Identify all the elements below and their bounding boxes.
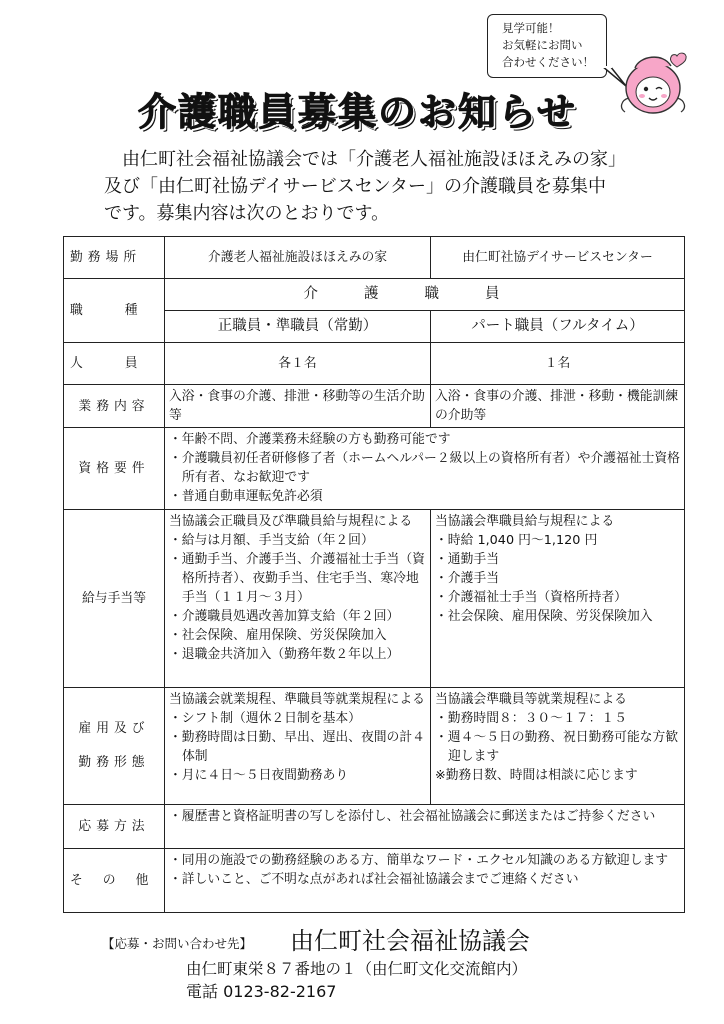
qualifications-label — [64, 428, 165, 510]
qualifications-value — [165, 428, 685, 510]
list-item: ・ 勤務時間８：３０～１７：１５ — [435, 709, 680, 728]
workplace-label-text: 勤務場所 — [70, 250, 142, 265]
list-item: ・ 同用の施設での勤務経験のある方、簡単なワード・エクセル知識のある方歓迎します — [169, 851, 680, 870]
intro-line: です。募集内容は次のとおりです。 — [104, 203, 390, 224]
headcount-label — [64, 343, 180, 385]
table-row — [64, 237, 685, 279]
list-item: ・ 退職金共済加入（勤務年数２年以上） — [169, 645, 426, 664]
contact-label: 【応募・お問い合わせ先】 — [102, 936, 253, 951]
employment-col2 — [431, 688, 685, 805]
employment-label — [64, 688, 165, 805]
list-item: ・ 時給 1,040 円～1,120 円 — [435, 531, 680, 550]
job-category-text: 介護職員 — [303, 286, 546, 302]
table-row — [64, 343, 685, 385]
table-row — [64, 805, 685, 849]
organization-address: 由仁町東栄８７番地の１（由仁町文化交流館内） — [186, 960, 528, 978]
list-item: ・ 社会保険、雇用保険、労災保険加入 — [435, 607, 680, 626]
list-item: ・ 履歴書と資格証明書の写しを添付し、社会福祉協議会に郵送またはご持参ください — [169, 807, 680, 826]
duties-label-text: 業務内容 — [78, 398, 150, 414]
pink-mascot-icon — [617, 46, 693, 122]
employment-label-line1: 雇用及び — [78, 721, 150, 736]
list-item: ・ 通勤手当、介護手当、介護福祉士手当（資格所持者）、夜勤手当、住宅手当、寒冷地手当（１１月～３月） — [169, 550, 426, 607]
duties-value1: 入浴・食事の介護、排泄・移動等の生活介助等 — [165, 385, 431, 428]
table-row — [64, 510, 685, 688]
intro-line: 及び「由仁町社協デイサービスセンター」の介護職員を募集中 — [104, 176, 607, 197]
label-spread — [70, 248, 158, 267]
list-item: ・ 勤務時間は日勤、早出、遅出、夜間の計４体制 — [169, 728, 426, 766]
list-item: ・ 年齢不問、介護業務未経験の方も勤務可能です — [169, 430, 680, 449]
job-type2: パート職員（フルタイム） — [431, 311, 685, 343]
employment-col2-intro: 当協議会準職員等就業規程による — [435, 692, 627, 707]
table-row — [64, 385, 685, 428]
qualifications-label-text: 資格要件 — [78, 461, 150, 476]
table-row — [64, 279, 685, 311]
application-label — [64, 805, 165, 849]
recruitment-table — [63, 236, 685, 913]
list-item: ・ 社会保険、雇用保険、労災保険加入 — [169, 626, 426, 645]
salary-col2 — [431, 510, 685, 688]
workplace-facility1: 介護老人福祉施設ほほえみの家 — [165, 237, 431, 279]
headcount-label-text: 人員 — [70, 356, 180, 371]
job-type1: 正職員・準職員（常勤） — [165, 311, 431, 343]
other-label — [64, 849, 169, 913]
intro-text — [104, 146, 684, 227]
other-label-text: その他 — [70, 873, 169, 888]
list-item: ・ 週４～５日の勤務、祝日勤務可能な方歓迎します — [435, 728, 680, 766]
list-item: ・ 月に４日～５日夜間勤務あり — [169, 766, 426, 785]
headcount-value1: 各１名 — [165, 343, 431, 385]
application-label-text: 応募方法 — [78, 819, 150, 834]
application-value — [165, 805, 685, 849]
list-item: ・ 介護職員処遇改善加算支給（年２回） — [169, 607, 426, 626]
employment-col1-intro: 当協議会就業規程、準職員等就業規程による — [169, 692, 425, 707]
job-category — [165, 279, 685, 311]
salary-col1 — [165, 510, 431, 688]
job-label — [64, 279, 180, 343]
organization-name: 由仁町社会福祉協議会 — [290, 927, 530, 955]
table-row — [64, 849, 685, 913]
salary-label: 給与手当等 — [64, 510, 165, 688]
bubble-line: 見学可能！ — [502, 21, 560, 35]
list-item: ・ 詳しいこと、ご不明な点があれば社会福祉協議会までご連絡ください — [169, 870, 680, 889]
list-item: ・ 普通自動車運転免許必須 — [169, 487, 680, 506]
list-item: ・ 給与は月額、手当支給（年２回） — [169, 531, 426, 550]
employment-col2-note: ※勤務日数、時間は相談に応じます — [435, 768, 638, 783]
headcount-value2: １名 — [431, 343, 685, 385]
salary-col1-intro: 当協議会正職員及び準職員給与規程による — [169, 514, 413, 529]
duties-value2: 入浴・食事の介護、排泄・移動・機能訓練の介助等 — [431, 385, 685, 428]
duties-label — [64, 385, 165, 428]
bubble-line: 合わせください！ — [502, 55, 594, 69]
other-value — [165, 849, 685, 913]
salary-col2-intro: 当協議会準職員給与規程による — [435, 514, 615, 529]
workplace-label — [64, 237, 165, 279]
list-item: ・ 介護職員初任者研修修了者（ホームヘルパー２級以上の資格所有者）や介護福祉士資格所有者、なお歓迎です — [169, 449, 680, 487]
workplace-facility2: 由仁町社協デイサービスセンター — [431, 237, 685, 279]
page-title: 介護職員募集のお知らせ — [138, 90, 577, 134]
employment-label-line2: 勤務形態 — [78, 755, 150, 770]
table-row — [64, 428, 685, 510]
speech-bubble — [487, 14, 607, 78]
list-item: ・ 介護福祉士手当（資格所持者） — [435, 588, 680, 607]
job-label-text: 職種 — [70, 303, 180, 318]
employment-col1 — [165, 688, 431, 805]
organization-phone: 電話 0123-82-2167 — [186, 982, 337, 1001]
list-item: ・ 介護手当 — [435, 569, 680, 588]
list-item: ・ シフト制（週休２日制を基本） — [169, 709, 426, 728]
intro-line: 由仁町社会福祉協議会では「介護老人福祉施設ほほえみの家」 — [122, 149, 626, 170]
bubble-line: お気軽にお問い — [502, 38, 583, 52]
list-item: ・ 通勤手当 — [435, 550, 680, 569]
table-row — [64, 688, 685, 805]
